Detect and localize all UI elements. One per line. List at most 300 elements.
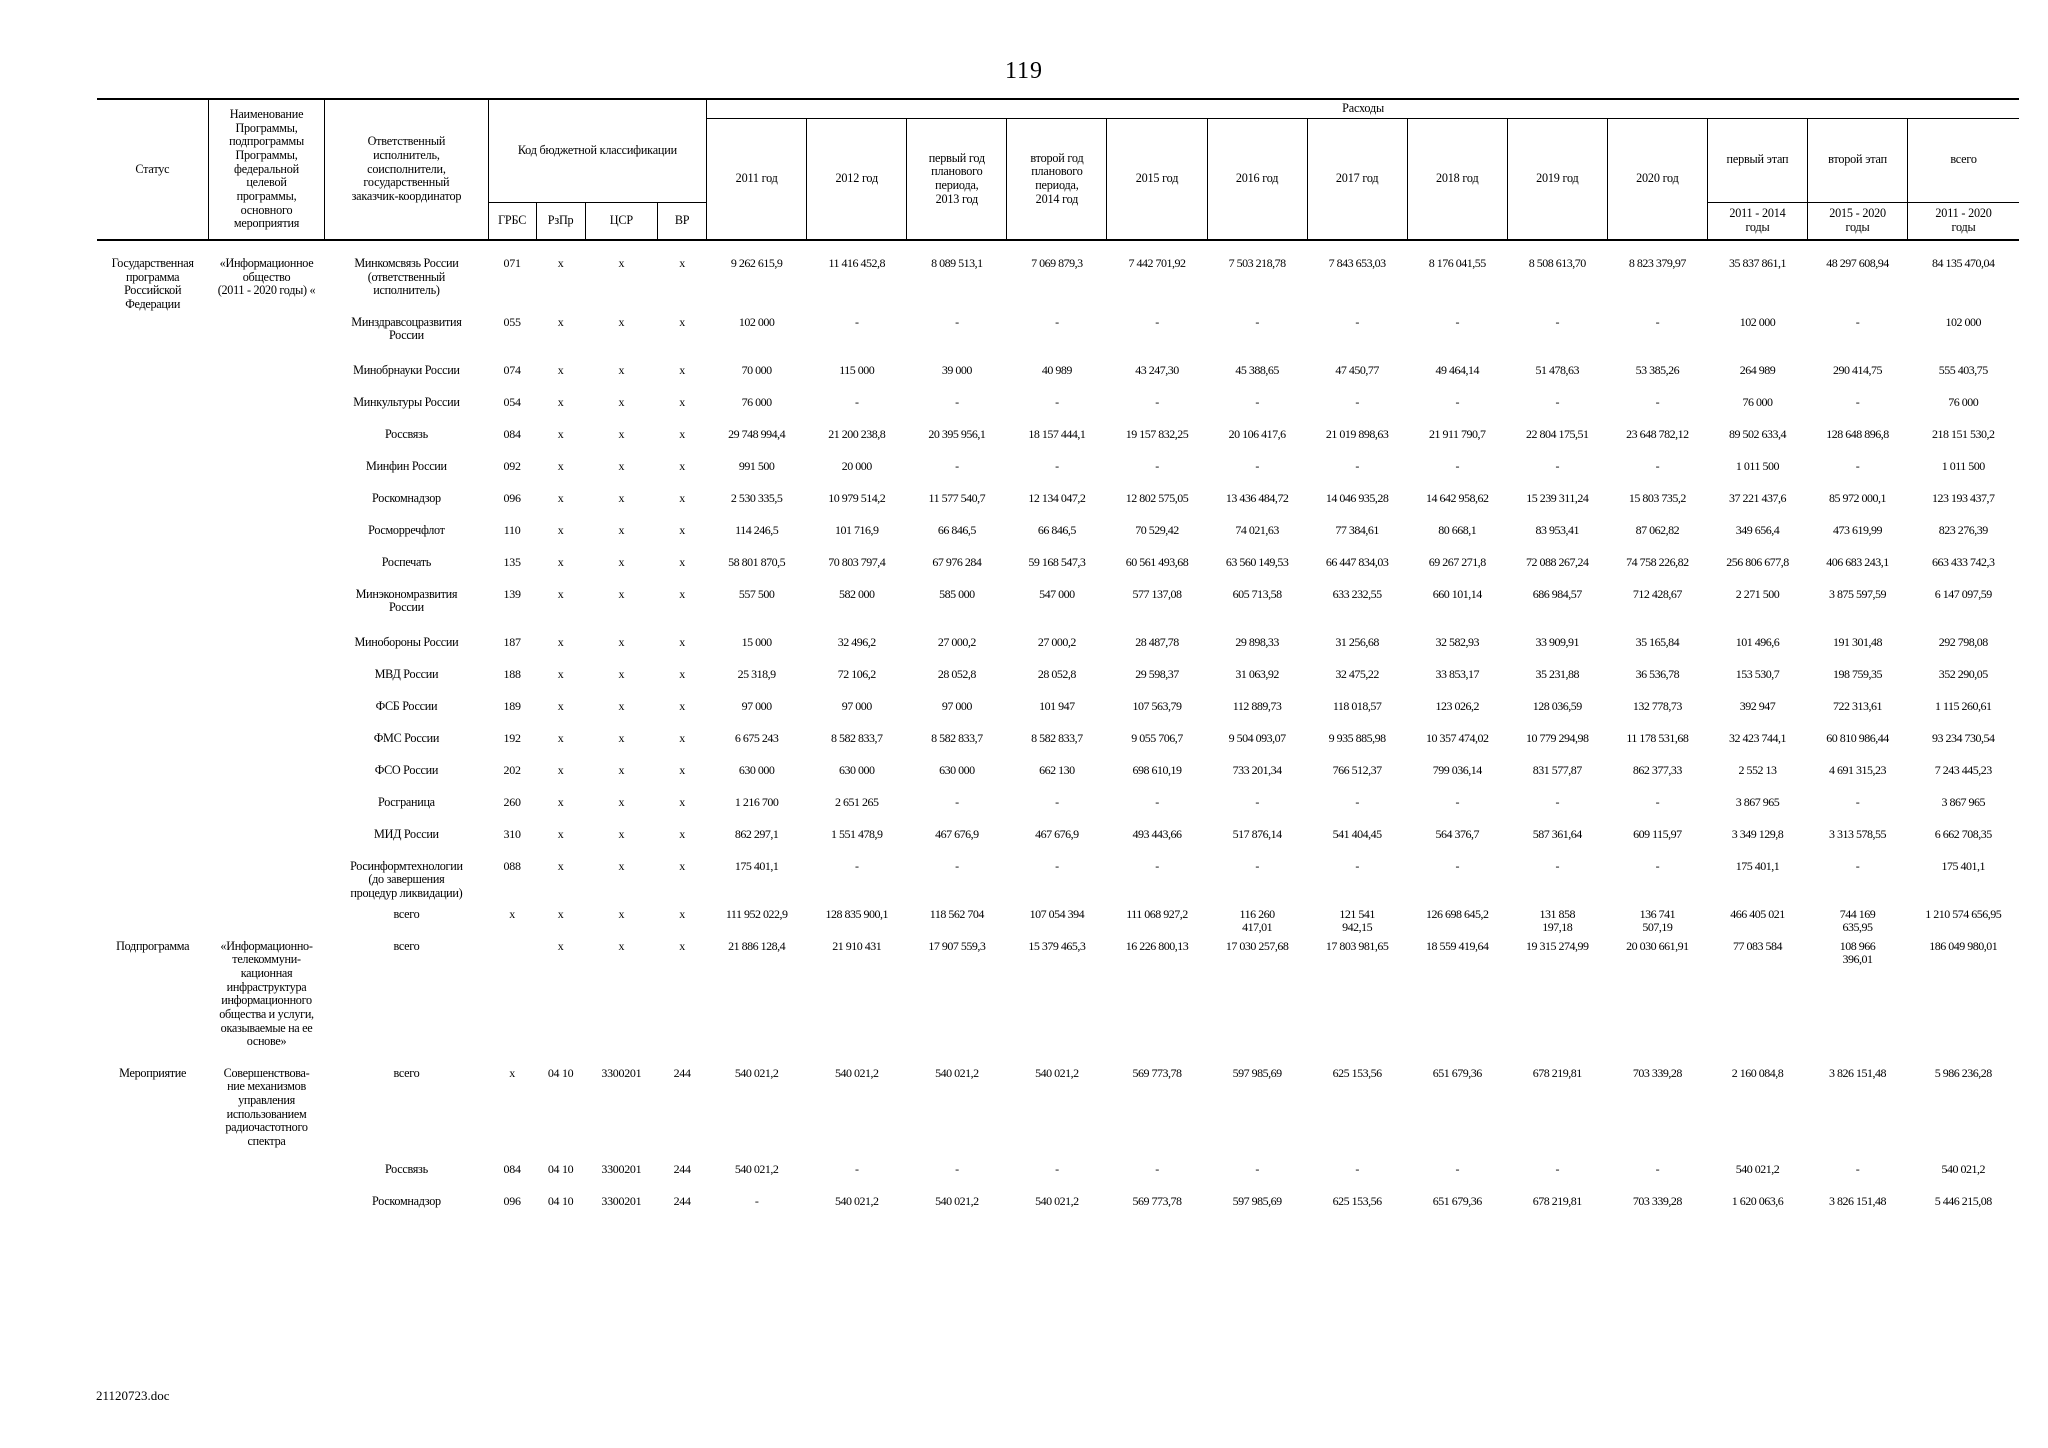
value-cell: - bbox=[754, 1193, 759, 1208]
value-cell: 84 135 470,04 bbox=[1932, 256, 1995, 271]
value-cell: 102 000 bbox=[738, 314, 775, 329]
name-cell bbox=[208, 586, 324, 634]
code-cell: 096 bbox=[503, 490, 521, 505]
value-cell: - bbox=[1655, 458, 1660, 473]
value-cell: 3 867 965 bbox=[1941, 794, 1986, 809]
code-cell: x bbox=[557, 586, 564, 601]
table-row bbox=[97, 490, 2019, 522]
value-cell: 97 000 bbox=[941, 698, 972, 713]
value-cell: 577 137,08 bbox=[1132, 586, 1182, 601]
status-cell bbox=[97, 1193, 208, 1225]
code-cell: x bbox=[557, 826, 564, 841]
value-cell: - bbox=[1355, 794, 1359, 809]
value-cell: 37 221 437,6 bbox=[1728, 490, 1786, 505]
value-cell: - bbox=[1255, 858, 1259, 873]
executor-cell: Роспечать bbox=[381, 554, 432, 569]
header-year: 2020 год bbox=[1607, 118, 1707, 240]
code-cell: 092 bbox=[503, 458, 521, 473]
value-cell: 12 802 575,05 bbox=[1125, 490, 1189, 505]
value-cell: 89 502 633,4 bbox=[1728, 426, 1786, 441]
value-cell: 97 000 bbox=[841, 698, 872, 713]
code-cell: x bbox=[679, 554, 685, 569]
value-cell: 18 157 444,1 bbox=[1028, 426, 1086, 441]
name-cell bbox=[208, 362, 324, 394]
code-cell: 074 bbox=[503, 362, 521, 377]
header-stage: всего bbox=[1908, 118, 2019, 202]
table-row bbox=[97, 240, 2019, 314]
value-cell: 1 011 500 bbox=[1735, 458, 1779, 473]
table-row bbox=[97, 730, 2019, 762]
value-cell: 132 778,73 bbox=[1632, 698, 1682, 713]
value-cell: 540 021,2 bbox=[1035, 1193, 1079, 1208]
code-cell: x bbox=[679, 762, 685, 777]
value-cell: - bbox=[1555, 794, 1560, 809]
value-cell: 112 889,73 bbox=[1232, 698, 1282, 713]
code-cell: x bbox=[618, 730, 625, 745]
value-cell: 7 243 445,23 bbox=[1934, 762, 1992, 777]
value-cell: 540 021,2 bbox=[1941, 1161, 1986, 1176]
code-cell: x bbox=[557, 634, 564, 649]
value-cell: 1 011 500 bbox=[1941, 458, 1985, 473]
value-cell: 175 401,1 bbox=[1941, 858, 1986, 873]
value-cell: 8 176 041,55 bbox=[1428, 256, 1486, 271]
table-row bbox=[97, 938, 2019, 1065]
value-cell: 32 475,22 bbox=[1335, 666, 1379, 681]
value-cell: 630 000 bbox=[839, 762, 875, 777]
value-cell: 991 500 bbox=[738, 458, 775, 473]
value-cell: 722 313,61 bbox=[1833, 698, 1883, 713]
value-cell: 493 443,66 bbox=[1132, 826, 1182, 841]
value-cell: - bbox=[1855, 858, 1860, 873]
value-cell: 823 276,39 bbox=[1938, 522, 1988, 537]
code-cell: 192 bbox=[503, 730, 521, 745]
value-cell: - bbox=[1155, 794, 1159, 809]
executor-cell: всего bbox=[393, 938, 420, 953]
value-cell: 72 106,2 bbox=[837, 666, 876, 681]
value-cell: - bbox=[1055, 858, 1059, 873]
name-cell bbox=[208, 490, 324, 522]
value-cell: 11 577 540,7 bbox=[928, 490, 986, 505]
value-cell: 467 676,9 bbox=[1035, 826, 1079, 841]
value-cell: 1 216 700 bbox=[734, 794, 779, 809]
code-cell: x bbox=[557, 906, 564, 921]
value-cell: - bbox=[1855, 394, 1860, 409]
code-cell: x bbox=[679, 906, 685, 921]
value-cell: 8 823 379,97 bbox=[1628, 256, 1686, 271]
code-cell: x bbox=[618, 794, 625, 809]
value-cell: - bbox=[1855, 1161, 1860, 1176]
code-cell bbox=[488, 938, 536, 1065]
value-cell: 128 036,59 bbox=[1532, 698, 1582, 713]
value-cell: 8 089 513,1 bbox=[931, 256, 983, 271]
header-year: 2018 год bbox=[1407, 118, 1507, 240]
value-cell: 101 716,9 bbox=[835, 522, 879, 537]
code-cell: x bbox=[679, 794, 685, 809]
header-year: 2016 год bbox=[1207, 118, 1307, 240]
code-cell: x bbox=[557, 458, 564, 473]
name-cell: «Информационное общество (2011 - 2020 годы) « bbox=[217, 256, 316, 298]
value-cell: 77 384,61 bbox=[1335, 522, 1379, 537]
value-cell: 102 000 bbox=[1739, 314, 1776, 329]
value-cell: 587 361,64 bbox=[1532, 826, 1582, 841]
status-cell bbox=[97, 426, 208, 458]
status-cell bbox=[97, 634, 208, 666]
value-cell: 191 301,48 bbox=[1833, 634, 1883, 649]
value-cell: 9 935 885,98 bbox=[1328, 730, 1386, 745]
executor-cell: Минздравсоцразвития России bbox=[351, 314, 462, 343]
value-cell: 540 021,2 bbox=[835, 1065, 879, 1080]
value-cell: 15 000 bbox=[741, 634, 772, 649]
code-cell: x bbox=[618, 426, 625, 441]
code-cell: 139 bbox=[503, 586, 521, 601]
value-cell: 111 952 022,9 bbox=[725, 906, 788, 921]
status-cell bbox=[97, 490, 208, 522]
code-cell: 084 bbox=[503, 426, 521, 441]
code-cell: 110 bbox=[503, 522, 521, 537]
code-cell: x bbox=[557, 426, 564, 441]
value-cell: 8 582 833,7 bbox=[831, 730, 883, 745]
value-cell: - bbox=[1055, 1161, 1059, 1176]
value-cell: - bbox=[955, 458, 959, 473]
value-cell: 33 909,91 bbox=[1535, 634, 1580, 649]
value-cell: 25 318,9 bbox=[737, 666, 776, 681]
value-cell: - bbox=[955, 794, 959, 809]
header-stage: первый этап bbox=[1707, 118, 1807, 202]
value-cell: 15 379 465,3 bbox=[1028, 938, 1086, 953]
code-cell: x bbox=[679, 256, 685, 271]
name-cell bbox=[208, 698, 324, 730]
value-cell: 21 019 898,63 bbox=[1325, 426, 1389, 441]
status-cell bbox=[97, 698, 208, 730]
header-year: 2011 год bbox=[707, 118, 807, 240]
code-cell: 187 bbox=[503, 634, 521, 649]
value-cell: 3 826 151,48 bbox=[1829, 1193, 1887, 1208]
value-cell: 292 798,08 bbox=[1938, 634, 1988, 649]
table-row bbox=[97, 426, 2019, 458]
code-cell: 3300201 bbox=[601, 1193, 642, 1208]
value-cell: 5 446 215,08 bbox=[1934, 1193, 1992, 1208]
value-cell: - bbox=[855, 858, 859, 873]
header-stage-period: 2015 - 2020 годы bbox=[1808, 202, 1908, 240]
table-body bbox=[97, 240, 2019, 1225]
value-cell: 1 551 478,9 bbox=[831, 826, 883, 841]
value-cell: 7 503 218,78 bbox=[1228, 256, 1286, 271]
value-cell: 862 377,33 bbox=[1632, 762, 1682, 777]
value-cell: 406 683 243,1 bbox=[1826, 554, 1889, 569]
value-cell: 22 804 175,51 bbox=[1526, 426, 1589, 441]
code-cell: x bbox=[618, 522, 625, 537]
value-cell: 72 088 267,24 bbox=[1526, 554, 1589, 569]
code-cell: x bbox=[557, 362, 564, 377]
value-cell: 2 552 13 bbox=[1738, 762, 1777, 777]
value-cell: 17 803 981,65 bbox=[1325, 938, 1389, 953]
value-cell: 76 000 bbox=[741, 394, 772, 409]
value-cell: 136 741 507,19 bbox=[1639, 906, 1676, 935]
value-cell: 625 153,56 bbox=[1332, 1065, 1382, 1080]
code-cell: x bbox=[679, 314, 685, 329]
table-row bbox=[97, 1065, 2019, 1161]
value-cell: 703 339,28 bbox=[1632, 1065, 1682, 1080]
value-cell: 703 339,28 bbox=[1632, 1193, 1682, 1208]
value-cell: 21 910 431 bbox=[832, 938, 882, 953]
value-cell: 10 357 474,02 bbox=[1425, 730, 1489, 745]
value-cell: 107 563,79 bbox=[1132, 698, 1182, 713]
code-cell: 096 bbox=[503, 1193, 521, 1208]
header-executor: Ответственный исполнитель, соисполнители, государственный заказчик-координатор bbox=[325, 99, 488, 240]
executor-cell: Росморречфлот bbox=[368, 522, 445, 537]
name-cell bbox=[208, 394, 324, 426]
value-cell: 799 036,14 bbox=[1432, 762, 1482, 777]
code-cell: x bbox=[618, 256, 625, 271]
value-cell: 651 679,36 bbox=[1432, 1193, 1482, 1208]
value-cell: 660 101,14 bbox=[1432, 586, 1482, 601]
value-cell: 9 262 615,9 bbox=[730, 256, 783, 271]
table-row bbox=[97, 554, 2019, 586]
executor-cell: ФСБ России bbox=[375, 698, 438, 713]
value-cell: 8 582 833,7 bbox=[931, 730, 983, 745]
executor-cell: МИД России bbox=[374, 826, 439, 841]
value-cell: 118 562 704 bbox=[929, 906, 984, 921]
code-cell: x bbox=[557, 762, 564, 777]
table-row bbox=[97, 1161, 2019, 1193]
value-cell: 16 226 800,13 bbox=[1125, 938, 1189, 953]
value-cell: 27 000,2 bbox=[1037, 634, 1076, 649]
executor-cell: Минэкономразвития России bbox=[355, 586, 458, 615]
code-cell: x bbox=[557, 554, 564, 569]
value-cell: 6 147 097,59 bbox=[1934, 586, 1992, 601]
table-row bbox=[97, 794, 2019, 826]
header-code: ВР bbox=[658, 202, 707, 240]
value-cell: 45 388,65 bbox=[1235, 362, 1279, 377]
value-cell: - bbox=[1155, 858, 1159, 873]
status-cell bbox=[97, 1161, 208, 1193]
value-cell: 264 989 bbox=[1739, 362, 1776, 377]
value-cell: 60 810 986,44 bbox=[1826, 730, 1889, 745]
value-cell: 744 169 635,95 bbox=[1839, 906, 1876, 935]
value-cell: 862 297,1 bbox=[734, 826, 779, 841]
value-cell: 48 297 608,94 bbox=[1826, 256, 1889, 271]
header-stage-period: 2011 - 2020 годы bbox=[1908, 202, 2019, 240]
value-cell: 582 000 bbox=[839, 586, 875, 601]
code-cell: 084 bbox=[503, 1161, 521, 1176]
code-cell: 244 bbox=[673, 1193, 691, 1208]
header-year: 2019 год bbox=[1507, 118, 1607, 240]
value-cell: 36 536,78 bbox=[1635, 666, 1680, 681]
code-cell: x bbox=[557, 522, 564, 537]
value-cell: 69 267 271,8 bbox=[1428, 554, 1486, 569]
code-cell: x bbox=[679, 858, 685, 873]
code-cell: 244 bbox=[673, 1161, 691, 1176]
code-cell: 071 bbox=[503, 256, 521, 271]
value-cell: 29 598,37 bbox=[1135, 666, 1179, 681]
header-year: 2017 год bbox=[1307, 118, 1407, 240]
code-cell: x bbox=[509, 906, 515, 921]
value-cell: 21 911 790,7 bbox=[1428, 426, 1486, 441]
value-cell: 557 500 bbox=[738, 586, 775, 601]
value-cell: 517 876,14 bbox=[1232, 826, 1282, 841]
header-code: ГРБС bbox=[488, 202, 536, 240]
value-cell: 77 083 584 bbox=[1732, 938, 1782, 953]
document-filename: 21120723.doc bbox=[96, 1388, 170, 1403]
value-cell: 541 404,45 bbox=[1332, 826, 1382, 841]
value-cell: 467 676,9 bbox=[935, 826, 979, 841]
value-cell: 2 651 265 bbox=[835, 794, 879, 809]
value-cell: - bbox=[955, 858, 959, 873]
value-cell: 31 256,68 bbox=[1335, 634, 1379, 649]
name-cell bbox=[208, 1161, 324, 1193]
value-cell: 831 577,87 bbox=[1532, 762, 1582, 777]
executor-cell: Минкультуры России bbox=[353, 394, 460, 409]
code-cell: 260 bbox=[503, 794, 521, 809]
code-cell: x bbox=[509, 1065, 515, 1080]
name-cell bbox=[208, 794, 324, 826]
value-cell: - bbox=[1355, 458, 1359, 473]
code-cell: x bbox=[557, 794, 564, 809]
value-cell: 564 376,7 bbox=[1435, 826, 1479, 841]
value-cell: - bbox=[1355, 394, 1359, 409]
value-cell: 115 000 bbox=[839, 362, 875, 377]
code-cell: 088 bbox=[503, 858, 521, 873]
name-cell bbox=[208, 826, 324, 858]
value-cell: - bbox=[955, 314, 959, 329]
code-cell: x bbox=[679, 586, 685, 601]
value-cell: 5 986 236,28 bbox=[1934, 1065, 1992, 1080]
value-cell: - bbox=[1655, 794, 1660, 809]
status-cell bbox=[97, 362, 208, 394]
code-cell: x bbox=[557, 858, 564, 873]
code-cell: x bbox=[557, 256, 564, 271]
value-cell: 70 803 797,4 bbox=[828, 554, 886, 569]
value-cell: 392 947 bbox=[1739, 698, 1776, 713]
header-budget-code: Код бюджетной классификации bbox=[488, 99, 707, 202]
page-number: 119 bbox=[1004, 58, 1044, 84]
value-cell: 7 843 653,03 bbox=[1328, 256, 1386, 271]
value-cell: 11 178 531,68 bbox=[1626, 730, 1689, 745]
executor-cell: Росинформтехнологии (до завершения процедур ликвидации) bbox=[350, 858, 463, 901]
value-cell: 633 232,55 bbox=[1332, 586, 1382, 601]
value-cell: 66 846,5 bbox=[937, 522, 976, 537]
status-cell: Мероприятие bbox=[119, 1065, 187, 1080]
value-cell: 23 648 782,12 bbox=[1626, 426, 1689, 441]
header-stage-period: 2011 - 2014 годы bbox=[1707, 202, 1807, 240]
status-cell bbox=[97, 826, 208, 858]
value-cell: 80 668,1 bbox=[1438, 522, 1477, 537]
code-cell: x bbox=[557, 666, 564, 681]
code-cell: x bbox=[618, 906, 625, 921]
value-cell: 17 907 559,3 bbox=[928, 938, 986, 953]
value-cell: 7 442 701,92 bbox=[1128, 256, 1186, 271]
value-cell: 8 582 833,7 bbox=[1031, 730, 1083, 745]
status-cell: Государственная программа Российской Федерации bbox=[111, 256, 194, 312]
status-cell bbox=[97, 586, 208, 634]
value-cell: - bbox=[1555, 458, 1560, 473]
value-cell: 85 972 000,1 bbox=[1829, 490, 1887, 505]
code-cell: 188 bbox=[503, 666, 521, 681]
value-cell: - bbox=[1455, 858, 1459, 873]
value-cell: - bbox=[1855, 794, 1860, 809]
value-cell: 21 200 238,8 bbox=[828, 426, 886, 441]
status-cell bbox=[97, 666, 208, 698]
value-cell: - bbox=[1555, 394, 1560, 409]
name-cell bbox=[208, 762, 324, 794]
code-cell: x bbox=[618, 826, 625, 841]
value-cell: 21 886 128,4 bbox=[728, 938, 786, 953]
value-cell: 555 403,75 bbox=[1938, 362, 1988, 377]
value-cell: 53 385,26 bbox=[1635, 362, 1680, 377]
value-cell: 128 835 900,1 bbox=[825, 906, 888, 921]
value-cell: - bbox=[1455, 314, 1459, 329]
value-cell: 9 504 093,07 bbox=[1228, 730, 1286, 745]
value-cell: 19 157 832,25 bbox=[1125, 426, 1189, 441]
table-row bbox=[97, 634, 2019, 666]
code-cell: x bbox=[557, 314, 564, 329]
value-cell: - bbox=[855, 394, 859, 409]
value-cell: 118 018,57 bbox=[1332, 698, 1382, 713]
value-cell: 686 984,57 bbox=[1532, 586, 1582, 601]
value-cell: 540 021,2 bbox=[935, 1065, 979, 1080]
header-status: Статус bbox=[97, 99, 208, 240]
value-cell: 43 247,30 bbox=[1135, 362, 1179, 377]
value-cell: 93 234 730,54 bbox=[1932, 730, 1995, 745]
value-cell: 678 219,81 bbox=[1532, 1065, 1582, 1080]
status-cell bbox=[97, 906, 208, 938]
value-cell: 19 315 274,99 bbox=[1526, 938, 1589, 953]
value-cell: - bbox=[1155, 314, 1159, 329]
value-cell: 540 021,2 bbox=[734, 1161, 779, 1176]
value-cell: - bbox=[1355, 1161, 1359, 1176]
value-cell: 1 210 574 656,95 bbox=[1925, 906, 2002, 921]
value-cell: 107 054 394 bbox=[1029, 906, 1085, 921]
value-cell: 70 529,42 bbox=[1135, 522, 1179, 537]
code-cell: x bbox=[618, 634, 625, 649]
value-cell: 121 541 942,15 bbox=[1339, 906, 1375, 935]
value-cell: 28 052,8 bbox=[937, 666, 976, 681]
value-cell: 97 000 bbox=[741, 698, 772, 713]
value-cell: 66 447 834,03 bbox=[1325, 554, 1389, 569]
executor-cell: Россвязь bbox=[384, 1161, 428, 1176]
value-cell: 3 313 578,55 bbox=[1829, 826, 1887, 841]
value-cell: - bbox=[1555, 858, 1560, 873]
code-cell: x bbox=[679, 522, 685, 537]
code-cell: x bbox=[557, 938, 564, 953]
value-cell: 32 496,2 bbox=[837, 634, 876, 649]
value-cell: 15 239 311,24 bbox=[1526, 490, 1589, 505]
value-cell: 609 115,97 bbox=[1633, 826, 1682, 841]
value-cell: - bbox=[1255, 458, 1259, 473]
value-cell: 733 201,34 bbox=[1232, 762, 1282, 777]
value-cell: 3 349 129,8 bbox=[1731, 826, 1784, 841]
status-cell: Подпрограмма bbox=[116, 938, 190, 953]
value-cell: 2 160 084,8 bbox=[1731, 1065, 1784, 1080]
value-cell: 3 867 965 bbox=[1735, 794, 1780, 809]
value-cell: 102 000 bbox=[1945, 314, 1982, 329]
value-cell: 70 000 bbox=[741, 362, 772, 377]
value-cell: 114 246,5 bbox=[735, 522, 779, 537]
value-cell: - bbox=[1655, 858, 1660, 873]
code-cell: 3300201 bbox=[601, 1161, 642, 1176]
value-cell: - bbox=[1055, 458, 1059, 473]
code-cell: x bbox=[618, 938, 625, 953]
executor-cell: ФСО России bbox=[374, 762, 439, 777]
header-code: ЦСР bbox=[585, 202, 658, 240]
value-cell: 466 405 021 bbox=[1730, 906, 1785, 921]
code-cell: 135 bbox=[503, 554, 521, 569]
value-cell: 40 989 bbox=[1041, 362, 1072, 377]
value-cell: 1 620 063,6 bbox=[1731, 1193, 1784, 1208]
value-cell: - bbox=[1355, 858, 1359, 873]
table-row bbox=[97, 762, 2019, 794]
value-cell: 9 055 706,7 bbox=[1131, 730, 1183, 745]
